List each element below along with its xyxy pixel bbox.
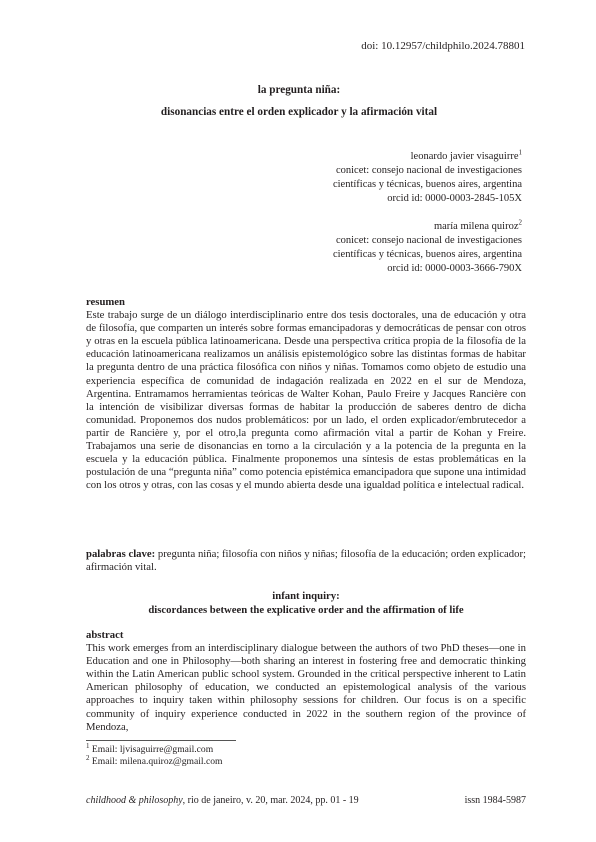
footnote-email: Email: milena.quiroz@gmail.com <box>89 756 223 768</box>
abstract-section <box>86 629 526 734</box>
resumen-section <box>86 296 526 492</box>
author-affiliation: científicas y técnicas, buenos aires, argentina <box>332 179 522 190</box>
abstract-body: This work emerges from an interdisciplinary dialogue between the authors of two PhD theses—one in Education and one in Philosophy—both sharing an interest in fostering free and democratic thinking within the Latin American public school system. Grounded in the critical perspective inherent to Latin American philosophy of education, we conducted an epistemological analysis of the various approaches to inquiry taken within philosophy sessions for children. Our focus is on a specific community of inquiry experience conducted in 2022 in the southern region of the province of Mendoza, <box>86 642 526 733</box>
author-list <box>333 150 522 290</box>
footnote-mark: 2 <box>518 218 522 227</box>
footer-citation: childhood & philosophy, rio de janeiro, v. 20, mar. 2024, pp. 01 - 19 <box>86 795 359 806</box>
keywords-text: pregunta niña; filosofía con niños y niñas; filosofía de la educación; orden explicador; afirmación vital. <box>86 548 527 574</box>
footnote-mark: 1 <box>518 148 522 157</box>
resumen-body: Este trabajo surge de un diálogo interdisciplinario entre dos tesis doctorales, una de educación y otra de filosofía, que comparten un interés sobre formas emancipadoras y democráticas de pensar con otros y otras en la escuela pública latinoamericana. Desde una perspectiva crítica propia de la filosofía de la educación latinoamericana realizamos un análisis epistemológico sobre las distintas formas de habitar la pregunta dentro de una práctica filosófica con niños y niñas. Tomamos como objeto de estudio una experiencia específica de comunidad de indagación realizada en 2022 en el sur de Mendoza, Argentina. Entramamos herramientas teóricas de Walter Kohan, Paulo Freire y Jacques Rancière con la intención de visibilizar diversas formas de habitar la producción de saberes dentro de dicha comunidad. Proponemos dos nudos problemáticos: por un lado, el orden explicador/embrutecedor a partir de Rancière y, por el otro,la pregunta como afirmación vital a partir de Kohan y Freire. Trabajamos una serie de disonancias en torno a la circulación y a la potencia de la pregunta en la escuela y la educación pública. Finalmente proponemos una síntesis de estas problemáticas en la postulación de una “pregunta niña” como potencia epistémica emancipadora que supone una intimidad con los otros y otras, con las cosas y el mundo abierta desde una igualdad política e intelectual radical. <box>86 309 526 492</box>
footer-issn: issn 1984-5987 <box>464 795 526 806</box>
abstract-heading: abstract <box>86 629 124 641</box>
author-affiliation: conicet: consejo nacional de investigaciones <box>335 165 522 176</box>
footnote: $^1$ Email: ljvisaguirre@gmail.com <box>86 741 214 755</box>
footnote-email: Email: ljvisaguirre@gmail.com <box>89 744 214 755</box>
author-affiliation: científicas y técnicas, buenos aires, argentina <box>332 249 522 260</box>
resumen-heading: resumen <box>86 296 125 308</box>
author-orcid: orcid id: 0000-0003-3666-790X <box>387 263 522 274</box>
title-es-line2: disonancias entre el orden explicador y la afirmación vital <box>160 106 438 118</box>
author-block <box>333 150 522 206</box>
footnotes <box>86 741 223 769</box>
journal-name: childhood & philosophy <box>86 795 183 806</box>
author-orcid: orcid id: 0000-0003-2845-105X <box>387 193 522 204</box>
title-en <box>86 590 526 617</box>
keywords-label: palabras clave: <box>86 548 156 560</box>
author-name: maría milena quiroz <box>433 221 519 232</box>
footnote-divider <box>86 740 236 741</box>
author-block <box>333 220 522 276</box>
footnote: $^2$ Email: milena.quiroz@gmail.com <box>86 754 223 768</box>
author-name: leonardo javier visaguirre <box>410 151 519 162</box>
title-en-line1: infant inquiry: <box>272 590 340 602</box>
title-en-line2: discordances between the explicative order and the affirmation of life <box>148 603 464 616</box>
keywords-section <box>86 548 526 574</box>
title-es-line1: la pregunta niña: <box>257 84 341 96</box>
author-affiliation: conicet: consejo nacional de investigaciones <box>335 235 522 246</box>
doi: doi: 10.12957/childphilo.2024.78801 <box>361 40 525 52</box>
